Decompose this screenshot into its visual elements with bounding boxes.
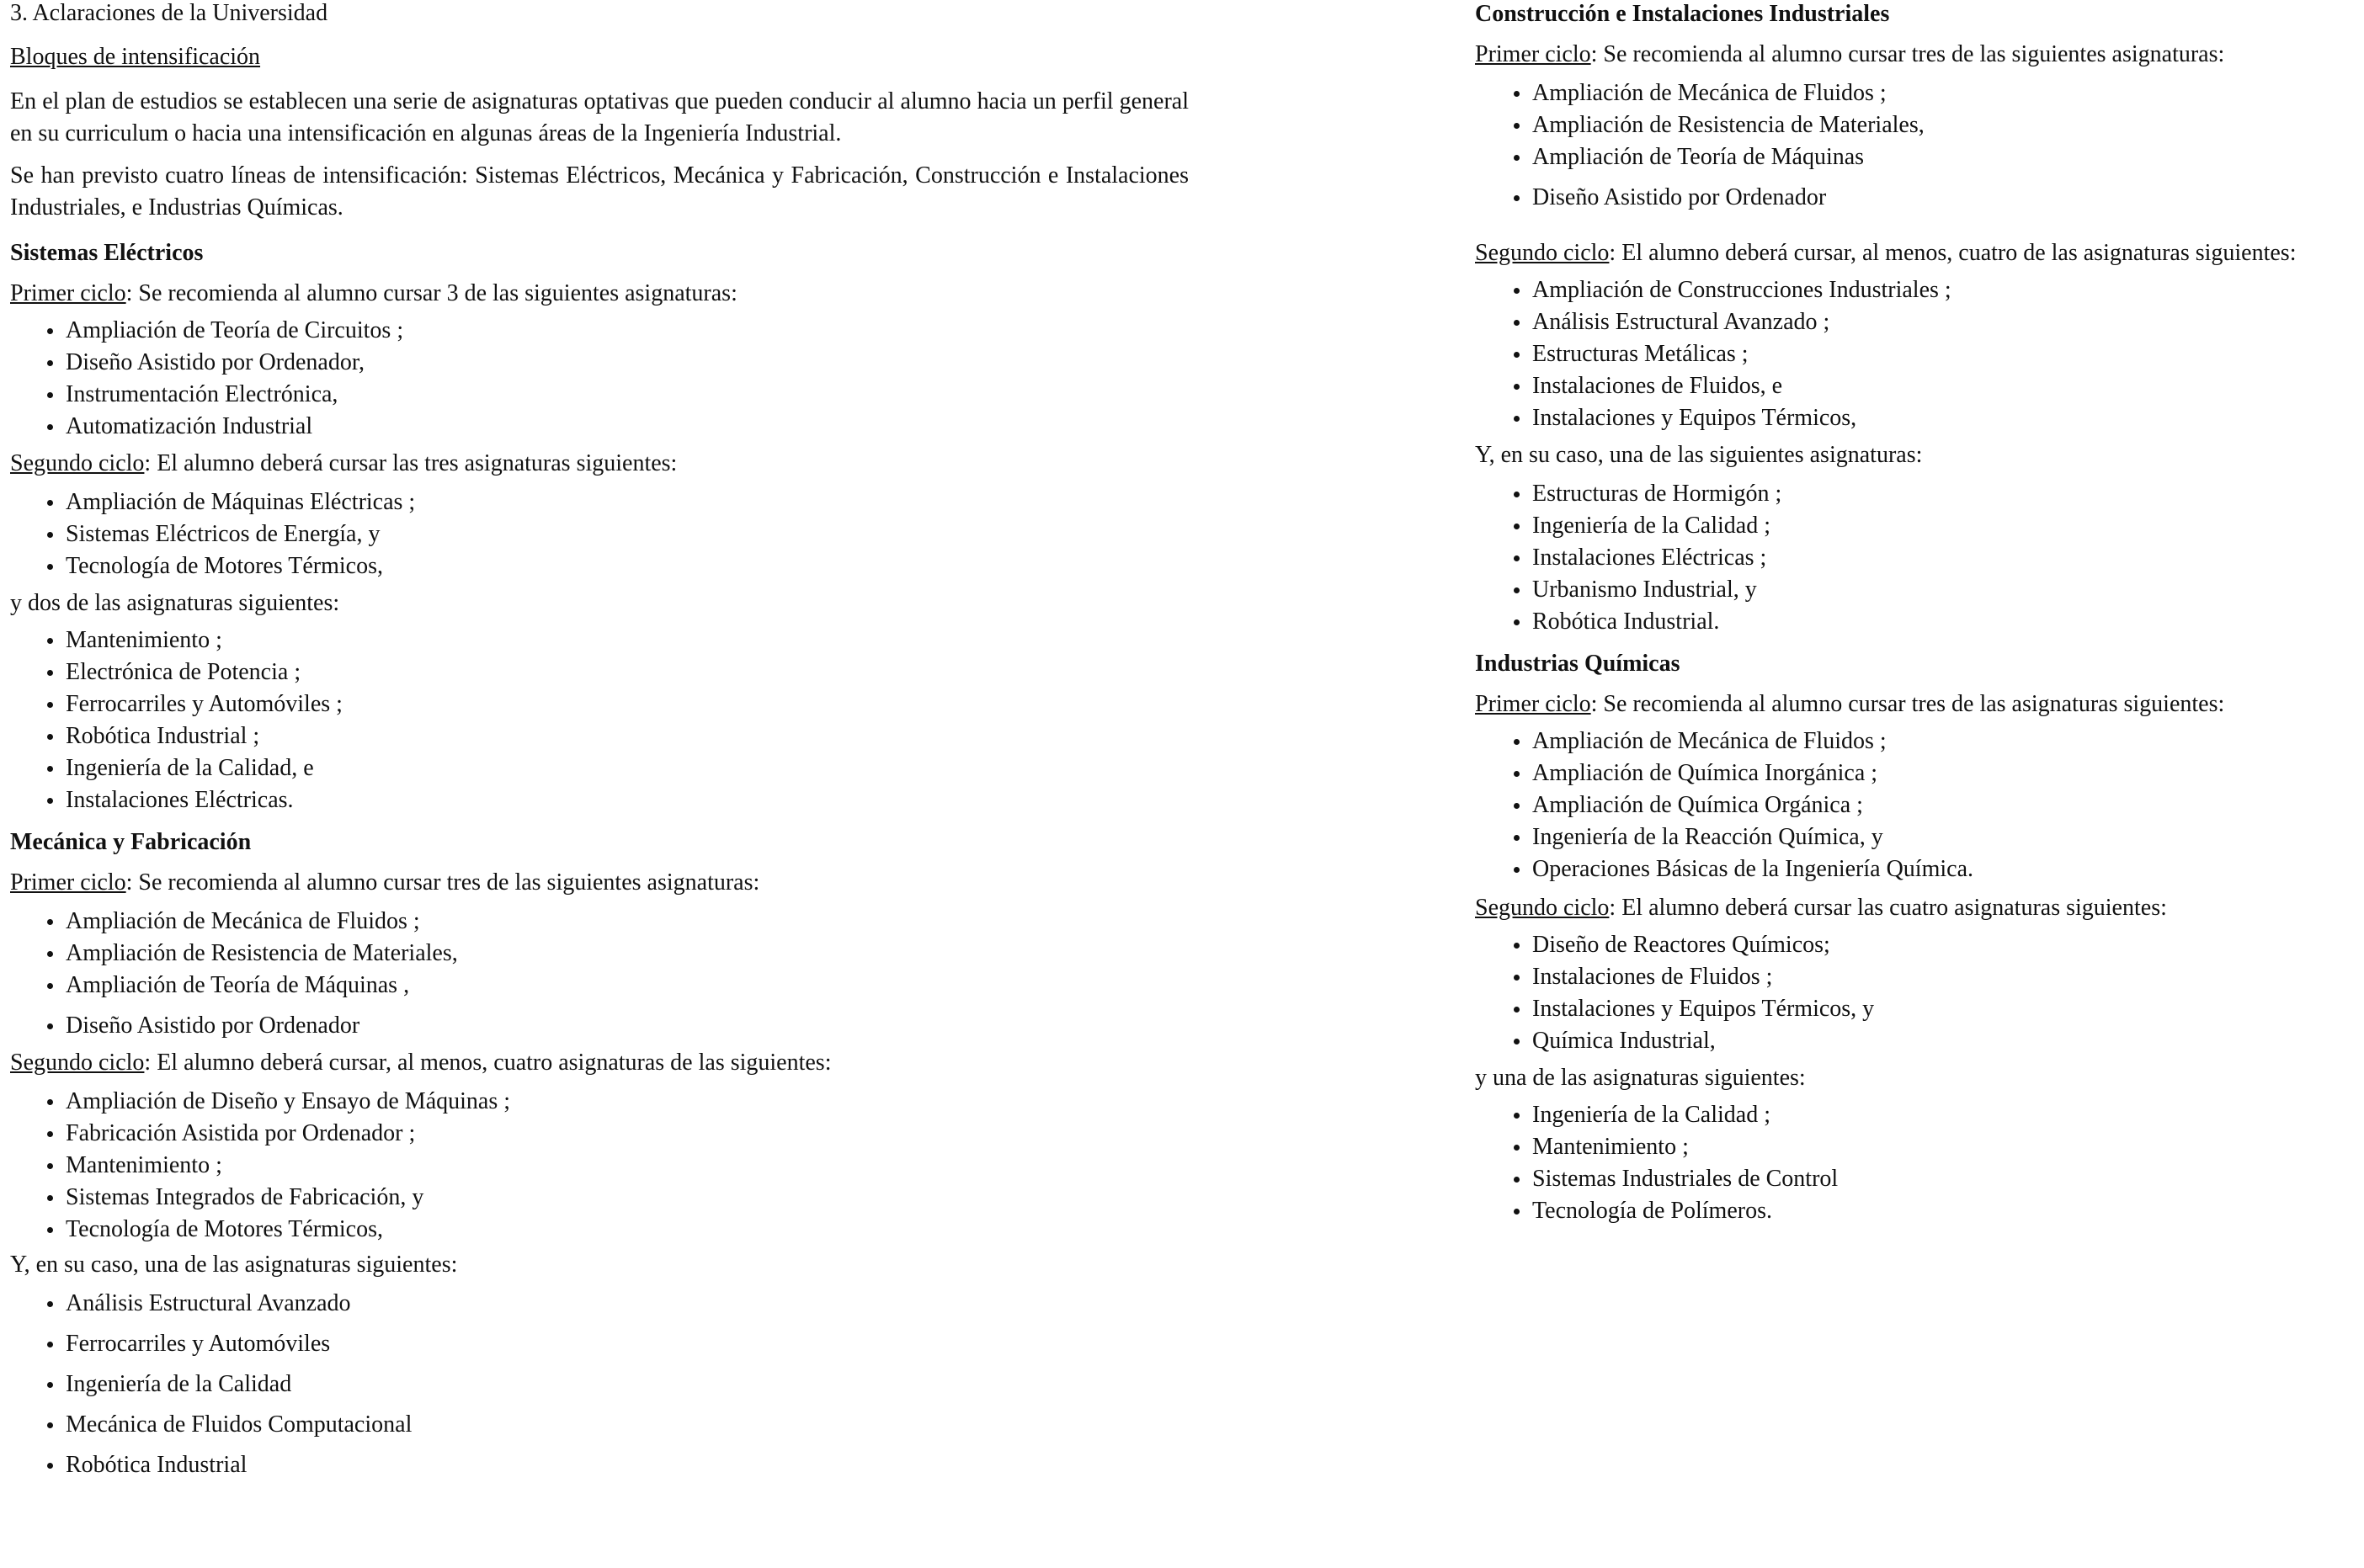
- segundo-list-sistemas: [10, 486, 1189, 582]
- list-item: Robótica Industrial.: [1475, 606, 2351, 638]
- list-item: Ingeniería de la Calidad, e: [10, 752, 1189, 784]
- section-title-quimicas: Industrias Químicas: [1475, 651, 1680, 677]
- extra-intro-sistemas: y dos de las asignaturas siguientes:: [10, 590, 340, 616]
- extra-list-mecanica: [10, 1288, 1189, 1481]
- list-item: Diseño Asistido por Ordenador,: [10, 347, 1189, 379]
- primer-ciclo-quimicas: [1475, 690, 2351, 719]
- list-item: Mantenimiento ;: [10, 1150, 1189, 1182]
- subheading: Bloques de intensificación: [10, 44, 261, 70]
- list-item: Ampliación de Teoría de Máquinas: [1475, 141, 2351, 173]
- cycle-description: : Se recomienda al alumno cursar 3 de las siguientes asignaturas:: [125, 280, 737, 306]
- list-item: Automatización Industrial: [10, 411, 1189, 443]
- list-item: Diseño Asistido por Ordenador: [1475, 182, 2351, 214]
- list-item: Mantenimiento ;: [1475, 1131, 2351, 1163]
- cycle-label: Primer ciclo: [10, 280, 126, 306]
- list-item: Ingeniería de la Reacción Química, y: [1475, 821, 2351, 853]
- list-item: Diseño de Reactores Químicos;: [1475, 929, 2351, 961]
- extra-list-quimicas: [1475, 1099, 2351, 1227]
- cycle-description: : El alumno deberá cursar las cuatro asignaturas siguientes:: [1609, 895, 2167, 921]
- segundo-list-quimicas: [1475, 929, 2351, 1057]
- extra-list-construccion: [1475, 478, 2351, 638]
- primer-list-sistemas: [10, 315, 1189, 443]
- list-item: Urbanismo Industrial, y: [1475, 574, 2351, 606]
- cycle-description: : El alumno deberá cursar, al menos, cuatro de las asignaturas siguientes:: [1609, 240, 2297, 266]
- intro-paragraph: En el plan de estudios se establecen una serie de asignaturas optativas que pueden conducir al alumno hacia un perfil general en su curriculum o hacia una intensificación en algunas áreas de la Ingeniería Industrial.: [10, 88, 1189, 146]
- list-item: Tecnología de Motores Térmicos,: [10, 550, 1189, 582]
- list-item: Robótica Industrial ;: [10, 720, 1189, 752]
- primer-list-construccion: [1475, 77, 2351, 214]
- list-item: Electrónica de Potencia ;: [10, 656, 1189, 688]
- list-item: Instalaciones y Equipos Térmicos, y: [1475, 993, 2351, 1025]
- list-item: Operaciones Básicas de la Ingeniería Química.: [1475, 853, 2351, 885]
- list-item: Ampliación de Química Inorgánica ;: [1475, 757, 2351, 789]
- segundo-ciclo-quimicas: [1475, 894, 2351, 922]
- segundo-ciclo-mecanica: [10, 1049, 1189, 1077]
- intensification-paragraph: Se han previsto cuatro líneas de intensificación: Sistemas Eléctricos, Mecánica y Fabricación, Construcción e Instalaciones Industriales, e Industrias Químicas.: [10, 162, 1189, 221]
- list-item: Mecánica de Fluidos Computacional: [10, 1409, 1189, 1441]
- primer-ciclo-construccion: [1475, 40, 2351, 69]
- left-column: [10, 0, 1189, 1481]
- list-item: Ferrocarriles y Automóviles: [10, 1328, 1189, 1360]
- list-item: Ingeniería de la Calidad ;: [1475, 1099, 2351, 1131]
- list-item: Ampliación de Resistencia de Materiales,: [1475, 109, 2351, 141]
- list-item: Análisis Estructural Avanzado ;: [1475, 306, 2351, 338]
- primer-list-quimicas: [1475, 726, 2351, 885]
- section-title-mecanica: Mecánica y Fabricación: [10, 829, 252, 855]
- segundo-list-mecanica: [10, 1086, 1189, 1246]
- list-item: Diseño Asistido por Ordenador: [10, 1010, 1189, 1042]
- list-item: Robótica Industrial: [10, 1449, 1189, 1481]
- list-item: Instalaciones Eléctricas.: [10, 784, 1189, 816]
- list-item: Ampliación de Teoría de Circuitos ;: [10, 315, 1189, 347]
- list-item: Ampliación de Teoría de Máquinas ,: [10, 970, 1189, 1002]
- list-item: Ampliación de Química Orgánica ;: [1475, 789, 2351, 821]
- list-item: Ferrocarriles y Automóviles ;: [10, 688, 1189, 720]
- list-item: Instalaciones Eléctricas ;: [1475, 542, 2351, 574]
- segundo-list-construccion: [1475, 274, 2351, 434]
- list-item: Instrumentación Electrónica,: [10, 379, 1189, 411]
- segundo-ciclo-sistemas: [10, 449, 1189, 478]
- list-item: Fabricación Asistida por Ordenador ;: [10, 1118, 1189, 1150]
- primer-list-mecanica: [10, 906, 1189, 1042]
- cycle-label: Segundo ciclo: [1475, 240, 1610, 266]
- list-item: Ampliación de Resistencia de Materiales,: [10, 938, 1189, 970]
- segundo-ciclo-construccion: [1475, 239, 2351, 268]
- extra-intro-mecanica: Y, en su caso, una de las asignaturas siguientes:: [10, 1252, 458, 1278]
- right-column: [1475, 0, 2351, 1227]
- list-item: Ampliación de Mecánica de Fluidos ;: [1475, 77, 2351, 109]
- extra-intro-quimicas: y una de las asignaturas siguientes:: [1475, 1065, 1806, 1091]
- list-item: Ingeniería de la Calidad ;: [1475, 510, 2351, 542]
- list-item: Mantenimiento ;: [10, 625, 1189, 656]
- list-item: Análisis Estructural Avanzado: [10, 1288, 1189, 1320]
- list-item: Estructuras Metálicas ;: [1475, 338, 2351, 370]
- primer-ciclo-mecanica: [10, 869, 1189, 897]
- cycle-description: : El alumno deberá cursar las tres asignaturas siguientes:: [144, 450, 678, 476]
- list-item: Ampliación de Mecánica de Fluidos ;: [1475, 726, 2351, 757]
- cycle-description: : Se recomienda al alumno cursar tres de las asignaturas siguientes:: [1590, 691, 2225, 717]
- list-item: Química Industrial,: [1475, 1025, 2351, 1057]
- document-heading: 3. Aclaraciones de la Universidad: [10, 0, 328, 26]
- list-item: Sistemas Industriales de Control: [1475, 1163, 2351, 1195]
- cycle-label: Segundo ciclo: [1475, 895, 1610, 921]
- primer-ciclo-sistemas: [10, 279, 1189, 308]
- list-item: Ingeniería de la Calidad: [10, 1369, 1189, 1401]
- cycle-label: Primer ciclo: [10, 869, 126, 896]
- list-item: Ampliación de Mecánica de Fluidos ;: [10, 906, 1189, 938]
- list-item: Ampliación de Diseño y Ensayo de Máquinas ;: [10, 1086, 1189, 1118]
- cycle-label: Segundo ciclo: [10, 1050, 145, 1076]
- list-item: Tecnología de Motores Térmicos,: [10, 1214, 1189, 1246]
- section-title-construccion: Construcción e Instalaciones Industriales: [1475, 1, 1890, 27]
- cycle-description: : El alumno deberá cursar, al menos, cuatro asignaturas de las siguientes:: [144, 1050, 832, 1076]
- list-item: Tecnología de Polímeros.: [1475, 1195, 2351, 1227]
- cycle-description: : Se recomienda al alumno cursar tres de las siguientes asignaturas:: [1590, 41, 2225, 67]
- cycle-label: Primer ciclo: [1475, 41, 1591, 67]
- cycle-label: Primer ciclo: [1475, 691, 1591, 717]
- section-title-sistemas: Sistemas Eléctricos: [10, 240, 204, 266]
- extra-list-sistemas: [10, 625, 1189, 816]
- list-item: Sistemas Integrados de Fabricación, y: [10, 1182, 1189, 1214]
- list-item: Ampliación de Máquinas Eléctricas ;: [10, 486, 1189, 518]
- list-item: Instalaciones y Equipos Térmicos,: [1475, 402, 2351, 434]
- list-item: Instalaciones de Fluidos, e: [1475, 370, 2351, 402]
- cycle-label: Segundo ciclo: [10, 450, 145, 476]
- extra-intro-construccion: Y, en su caso, una de las siguientes asignaturas:: [1475, 442, 1923, 468]
- list-item: Instalaciones de Fluidos ;: [1475, 961, 2351, 993]
- list-item: Estructuras de Hormigón ;: [1475, 478, 2351, 510]
- list-item: Sistemas Eléctricos de Energía, y: [10, 518, 1189, 550]
- cycle-description: : Se recomienda al alumno cursar tres de las siguientes asignaturas:: [125, 869, 760, 896]
- list-item: Ampliación de Construcciones Industriales ;: [1475, 274, 2351, 306]
